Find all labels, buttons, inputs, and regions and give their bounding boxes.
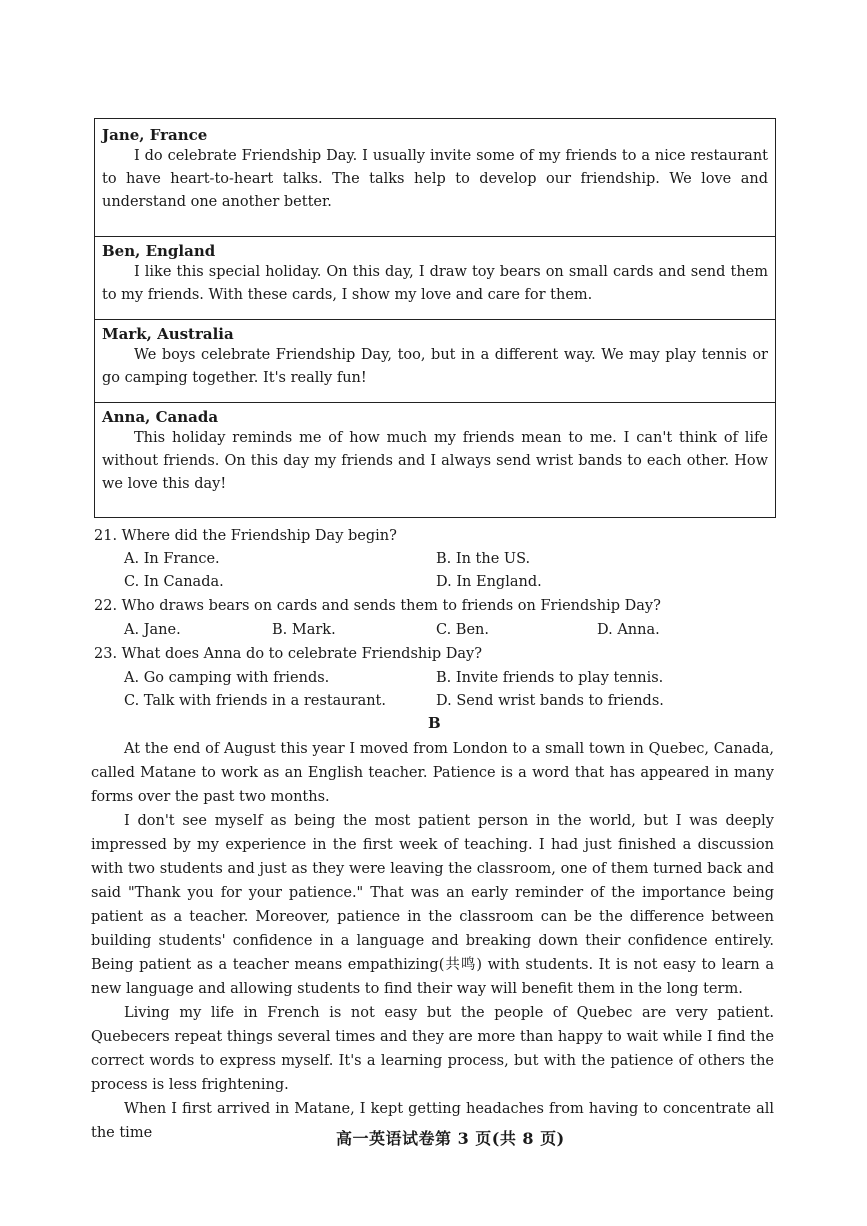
option-23-c: C. Talk with friends in a restaurant. <box>124 693 386 709</box>
question-21: 21. Where did the Friendship Day begin? <box>94 528 397 544</box>
entry-mark <box>95 319 775 402</box>
entry-ben <box>95 236 775 319</box>
passage-paragraph: I don't see myself as being the most patient person in the world, but I was deeply impressed by my experience in the first week of teaching. I had just finished a discussion with two students and just as they were leaving the classroom, one of them turned back and said "Thank you for your patience." That was an early reminder of the importance being patient as a teacher. Moreover, patience in the classroom can be the difference between building students' confidence in a language and breaking down their confidence entirely. Being patient as a teacher means empathizing(共鸣) with students. It is not easy to learn a new language and allowing students to find their way will benefit them in the long term. <box>91 813 774 997</box>
entry-name: Jane, France <box>102 126 208 144</box>
friendship-day-table <box>94 118 776 518</box>
option-23-b: B. Invite friends to play tennis. <box>436 670 664 686</box>
option-21-b: B. In the US. <box>436 551 531 567</box>
option-21-a: A. In France. <box>124 551 220 567</box>
option-23-a: A. Go camping with friends. <box>124 670 330 686</box>
entry-text: I like this special holiday. On this day, I draw toy bears on small cards and send them to my friends. With these cards, I show my love and care for them. <box>102 264 768 303</box>
entry-text: This holiday reminds me of how much my friends mean to me. I can't think of life without friends. On this day my friends and I always send wrist bands to each other. How we love this day! <box>102 430 768 492</box>
passage-paragraph: At the end of August this year I moved from London to a small town in Quebec, Canada, called Matane to work as an English teacher. Patience is a word that has appeared in many forms over the past two months. <box>91 741 774 805</box>
section-label: B <box>428 714 441 732</box>
option-21-c: C. In Canada. <box>124 574 224 590</box>
entry-jane <box>95 119 775 236</box>
passage-paragraph: When I first arrived in Matane, I kept getting headaches from having to concentrate all the time <box>91 1101 774 1141</box>
option-22-d: D. Anna. <box>597 622 660 638</box>
entry-anna <box>95 402 775 517</box>
reading-passage <box>91 737 774 1145</box>
question-22: 22. Who draws bears on cards and sends them to friends on Friendship Day? <box>94 598 661 614</box>
option-21-d: D. In England. <box>436 574 542 590</box>
question-23: 23. What does Anna do to celebrate Friendship Day? <box>94 646 482 662</box>
option-23-d: D. Send wrist bands to friends. <box>436 693 664 709</box>
passage-paragraph: Living my life in French is not easy but the people of Quebec are very patient. Quebecers repeat things several times and they are more than happy to wait while I find the correct words to express myself. It's a learning process, but with the patience of others the process is less frightening. <box>91 1005 774 1093</box>
entry-text: We boys celebrate Friendship Day, too, but in a different way. We may play tennis or go camping together. It's really fun! <box>102 347 768 386</box>
page-footer: 高一英语试卷第 3 页(共 8 页) <box>336 1129 565 1148</box>
option-22-c: C. Ben. <box>436 622 489 638</box>
entry-name: Anna, Canada <box>102 408 219 426</box>
entry-name: Ben, England <box>102 242 216 260</box>
option-22-a: A. Jane. <box>124 622 181 638</box>
entry-name: Mark, Australia <box>102 325 234 343</box>
option-22-b: B. Mark. <box>272 622 336 638</box>
entry-text: I do celebrate Friendship Day. I usually invite some of my friends to a nice restaurant to have heart-to-heart talks. The talks help to develop our friendship. We love and understand one another better. <box>102 148 768 210</box>
